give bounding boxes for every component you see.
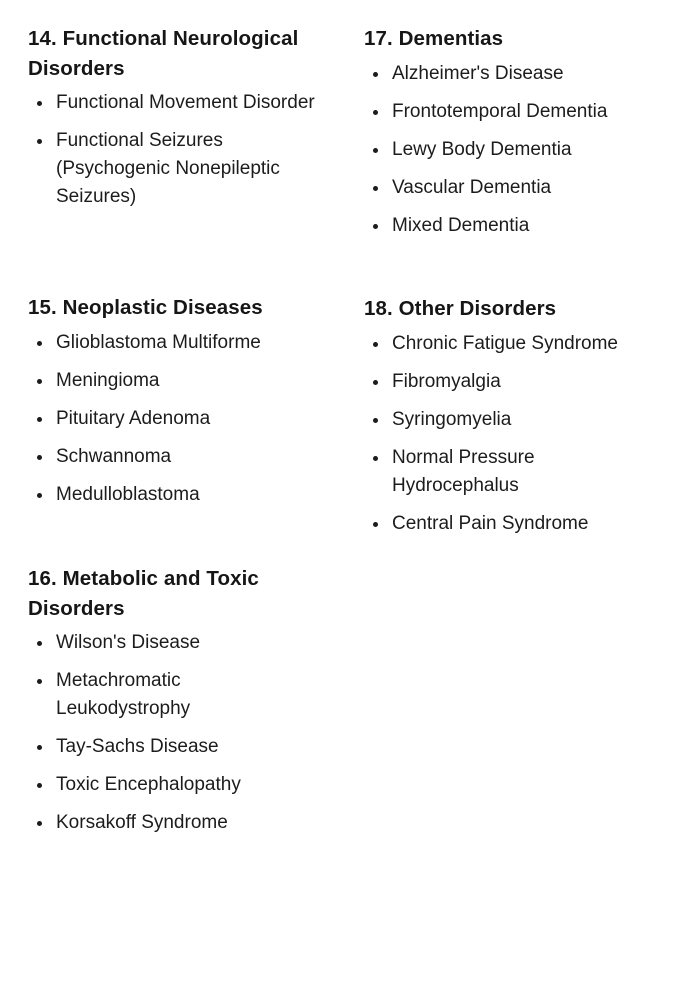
bullet-icon — [37, 821, 42, 826]
list-item — [364, 60, 674, 88]
bullet-icon — [37, 493, 42, 498]
item-label: Vascular Dementia — [392, 176, 552, 198]
item-list — [28, 89, 338, 211]
item-label: Schwannoma — [56, 445, 172, 467]
item-label: Normal Pressure Hydrocephalus — [392, 446, 535, 496]
section-title: 14. Functional Neurological Disorders — [28, 27, 299, 80]
list-item — [28, 405, 338, 433]
list-item — [364, 136, 674, 164]
bullet-icon — [37, 101, 42, 106]
bullet-icon — [373, 72, 378, 77]
list-item — [364, 368, 674, 396]
item-label: Glioblastoma Multiforme — [56, 331, 261, 353]
list-item — [28, 809, 338, 837]
section-title: 17. Dementias — [364, 27, 504, 50]
bullet-icon — [373, 110, 378, 115]
item-list — [28, 329, 338, 509]
bullet-icon — [37, 341, 42, 346]
section-other-disorders — [364, 294, 674, 548]
list-item — [364, 444, 602, 500]
bullet-icon — [37, 379, 42, 384]
list-item — [28, 367, 338, 395]
item-label: Meningioma — [56, 369, 160, 391]
bullet-icon — [37, 745, 42, 750]
item-list — [28, 629, 338, 837]
bullet-icon — [373, 148, 378, 153]
list-item — [28, 443, 338, 471]
section-metabolic-and-toxic-disorders — [28, 564, 338, 847]
item-label: Metachromatic Leukodystrophy — [56, 670, 191, 719]
list-item — [28, 89, 338, 117]
bullet-icon — [37, 455, 42, 460]
bullet-icon — [373, 224, 378, 229]
section-title: 15. Neoplastic Diseases — [28, 296, 263, 319]
bullet-icon — [37, 783, 42, 788]
list-item — [28, 481, 338, 509]
item-label: Pituitary Adenoma — [56, 407, 211, 429]
section-title: 16. Metabolic and Toxic Disorders — [28, 567, 259, 620]
section-functional-neurological-disorders — [28, 24, 338, 221]
bullet-icon — [37, 417, 42, 422]
item-label: Functional Movement Disorder — [56, 92, 315, 113]
item-label: Tay-Sachs Disease — [56, 736, 219, 757]
item-label: Syringomyelia — [392, 408, 512, 430]
bullet-icon — [373, 418, 378, 423]
bullet-icon — [37, 139, 42, 144]
list-item — [364, 212, 674, 240]
item-label: Wilson's Disease — [56, 632, 201, 653]
section-title: 18. Other Disorders — [364, 297, 557, 320]
list-item — [364, 510, 674, 538]
item-label: Alzheimer's Disease — [392, 62, 564, 84]
item-list — [364, 60, 674, 240]
bullet-icon — [373, 522, 378, 527]
bullet-icon — [373, 456, 378, 461]
bullet-icon — [37, 641, 42, 646]
list-item — [364, 98, 674, 126]
section-neoplastic-diseases — [28, 293, 338, 519]
bullet-icon — [373, 380, 378, 385]
item-label: Frontotemporal Dementia — [392, 100, 608, 122]
item-label: Toxic Encephalopathy — [56, 774, 241, 795]
item-label: Central Pain Syndrome — [392, 512, 589, 534]
list-item — [364, 406, 674, 434]
bullet-icon — [37, 679, 42, 684]
item-list — [364, 330, 674, 538]
bullet-icon — [373, 342, 378, 347]
list-item — [28, 733, 338, 761]
section-dementias — [364, 24, 674, 250]
item-label: Functional Seizures (Psychogenic Nonepileptic Seizures) — [56, 130, 280, 207]
item-label: Medulloblastoma — [56, 483, 200, 505]
list-item — [28, 329, 338, 357]
item-label: Mixed Dementia — [392, 214, 530, 236]
item-label: Lewy Body Dementia — [392, 138, 572, 160]
list-item — [364, 174, 674, 202]
bullet-icon — [373, 186, 378, 191]
list-item — [28, 771, 338, 799]
list-item — [28, 629, 338, 657]
item-label: Chronic Fatigue Syndrome — [392, 332, 618, 354]
item-label: Korsakoff Syndrome — [56, 812, 228, 833]
list-item — [28, 667, 256, 723]
item-label: Fibromyalgia — [392, 370, 501, 392]
list-item — [364, 330, 674, 358]
list-item — [28, 127, 338, 211]
